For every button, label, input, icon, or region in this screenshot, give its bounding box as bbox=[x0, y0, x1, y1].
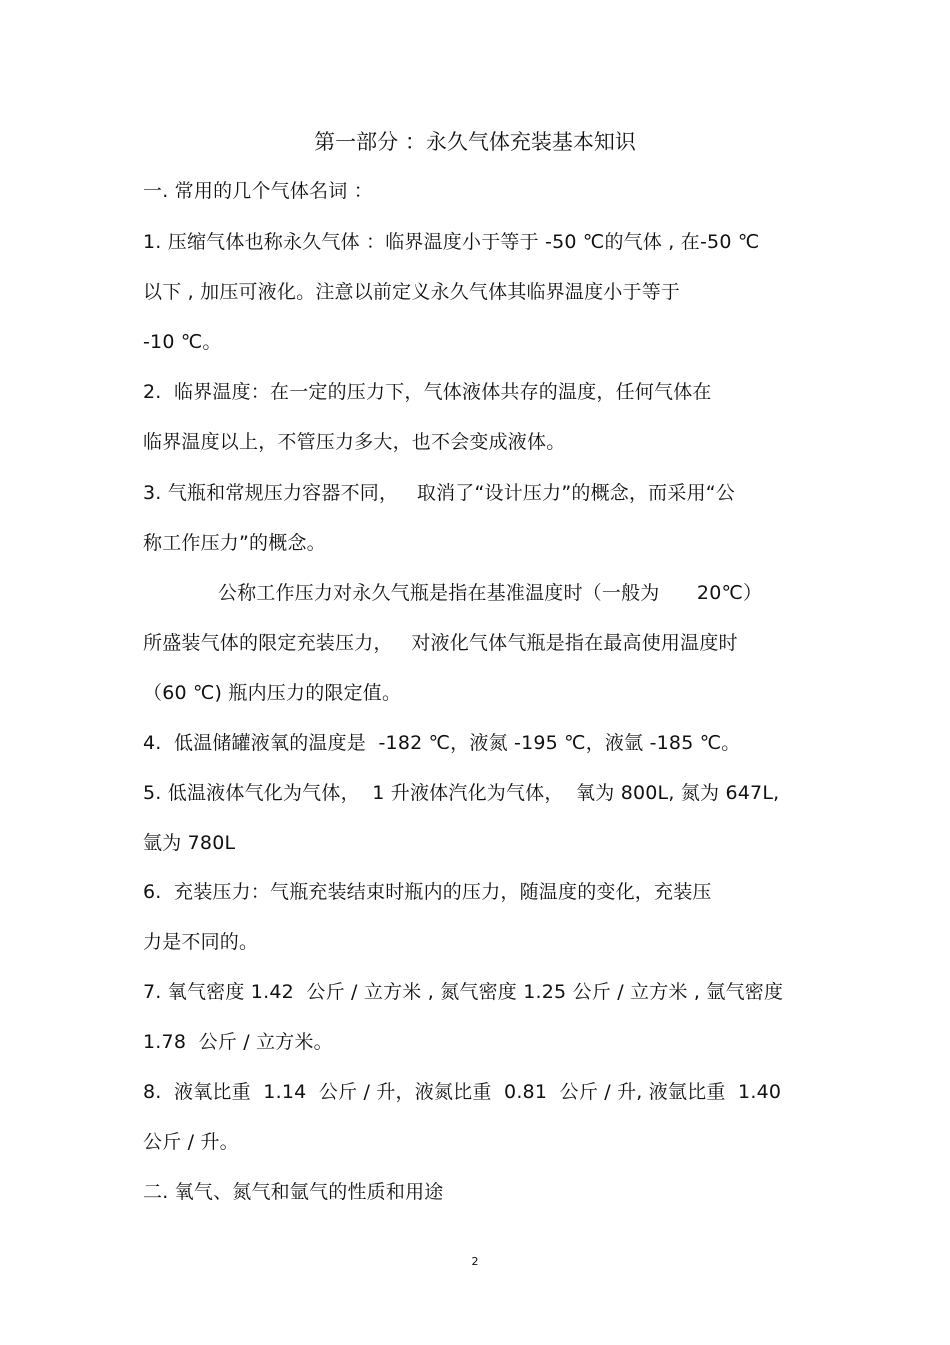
paragraph-line: 公斤 / 升。 bbox=[143, 1131, 239, 1153]
paragraph-line: 氩为 780L bbox=[143, 832, 236, 854]
paragraph-line: 4. 低温储罐液氧的温度是 -182 ℃，液氮 -195 ℃，液氩 -185 ℃。 bbox=[143, 732, 741, 754]
paragraph-line: 以下 , 加压可液化。注意以前定义永久气体其临界温度小于等于 bbox=[143, 281, 681, 303]
document-title: 第一部分 ：永久气体充装基本知识 bbox=[314, 130, 636, 154]
paragraph-line: 1. 压缩气体也称永久气体 ：临界温度小于等于 -50 ℃的气体 , 在-50 ℃ bbox=[143, 231, 760, 253]
section-heading-2: 二. 氧气、氮气和氩气的性质和用途 bbox=[143, 1181, 444, 1203]
paragraph-line: 临界温度以上，不管压力多大，也不会变成液体。 bbox=[143, 431, 566, 453]
paragraph-line: 所盛装气体的限定充装压力， 对液化气体气瓶是指在最高使用温度时 bbox=[143, 632, 738, 654]
paragraph-line: 7. 氧气密度 1.42 公斤 / 立方米 , 氮气密度 1.25 公斤 / 立方米 , 氩气密度 bbox=[143, 981, 784, 1003]
paragraph-line: 6. 充装压力：气瓶充装结束时瓶内的压力，随温度的变化，充装压 bbox=[143, 881, 712, 903]
page-number: 2 bbox=[471, 1255, 479, 1268]
paragraph-line: -10 ℃。 bbox=[143, 331, 222, 353]
paragraph-line: 1.78 公斤 / 立方米。 bbox=[143, 1031, 333, 1053]
paragraph-line: 3. 气瓶和常规压力容器不同， 取消了“设计压力”的概念，而采用“公 bbox=[143, 482, 736, 504]
paragraph-line: 8. 液氧比重 1.14 公斤 / 升，液氮比重 0.81 公斤 / 升, 液氩比重 1.40 bbox=[143, 1081, 782, 1103]
paragraph-line: 称工作压力”的概念。 bbox=[143, 532, 326, 554]
section-heading-1: 一. 常用的几个气体名词 ： bbox=[143, 180, 373, 202]
paragraph-line: 公称工作压力对永久气瓶是指在基准温度时（一般为 20℃） bbox=[143, 582, 763, 604]
paragraph-line: （60 ℃) 瓶内压力的限定值。 bbox=[143, 682, 402, 704]
paragraph-line: 力是不同的。 bbox=[143, 931, 259, 953]
paragraph-line: 2. 临界温度：在一定的压力下，气体液体共存的温度，任何气体在 bbox=[143, 381, 712, 403]
paragraph-line: 5. 低温液体气化为气体， 1 升液体汽化为气体， 氧为 800L, 氮为 647L, bbox=[143, 782, 780, 804]
